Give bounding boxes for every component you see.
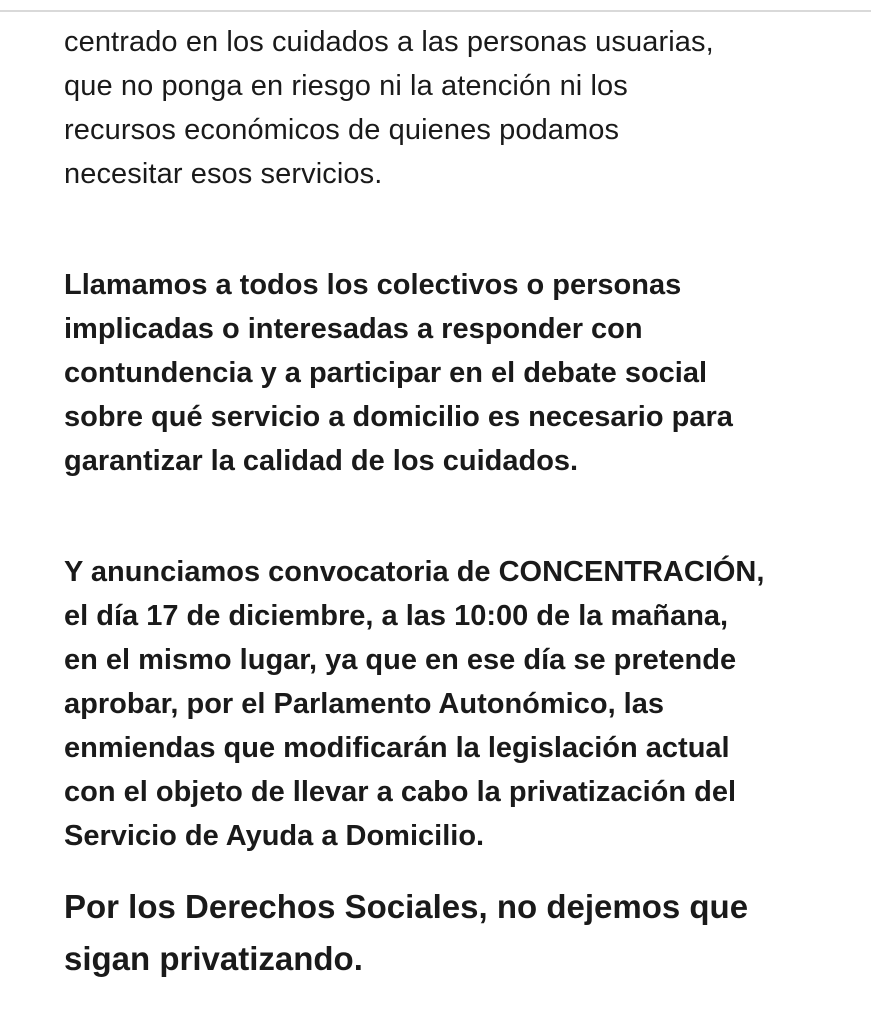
text-line: Por los Derechos Sociales, no dejemos que bbox=[64, 888, 749, 925]
text-line: sobre qué servicio a domicilio es necesario para bbox=[64, 401, 733, 433]
text-line: en el mismo lugar, ya que en ese día se pretende bbox=[64, 644, 737, 676]
text-line: el día 17 de diciembre, a las 10:00 de la mañana, bbox=[64, 600, 729, 632]
text-line: necesitar esos servicios. bbox=[64, 158, 383, 190]
paragraph-call-to-action bbox=[64, 263, 854, 483]
text-line: Servicio de Ayuda a Domicilio. bbox=[64, 820, 485, 852]
paragraph-closing-slogan bbox=[64, 881, 854, 985]
text-line: con el objeto de llevar a cabo la privatización del bbox=[64, 776, 737, 808]
text-line: Llamamos a todos los colectivos o personas bbox=[64, 269, 682, 301]
text-line: enmiendas que modificarán la legislación actual bbox=[64, 732, 730, 764]
text-line: sigan privatizando. bbox=[64, 940, 363, 977]
paragraph-announcement bbox=[64, 550, 854, 858]
text-line: Y anunciamos convocatoria de CONCENTRACIÓN, bbox=[64, 556, 765, 588]
text-line: implicadas o interesadas a responder con bbox=[64, 313, 643, 345]
text-line: garantizar la calidad de los cuidados. bbox=[64, 445, 579, 477]
top-divider bbox=[0, 10, 871, 12]
text-line: que no ponga en riesgo ni la atención ni los bbox=[64, 70, 628, 102]
text-line: recursos económicos de quienes podamos bbox=[64, 114, 620, 146]
document-body bbox=[64, 20, 854, 985]
text-line: contundencia y a participar en el debate social bbox=[64, 357, 708, 389]
paragraph-intro bbox=[64, 20, 854, 196]
text-line: aprobar, por el Parlamento Autonómico, las bbox=[64, 688, 664, 720]
text-line: centrado en los cuidados a las personas usuarias, bbox=[64, 26, 714, 58]
